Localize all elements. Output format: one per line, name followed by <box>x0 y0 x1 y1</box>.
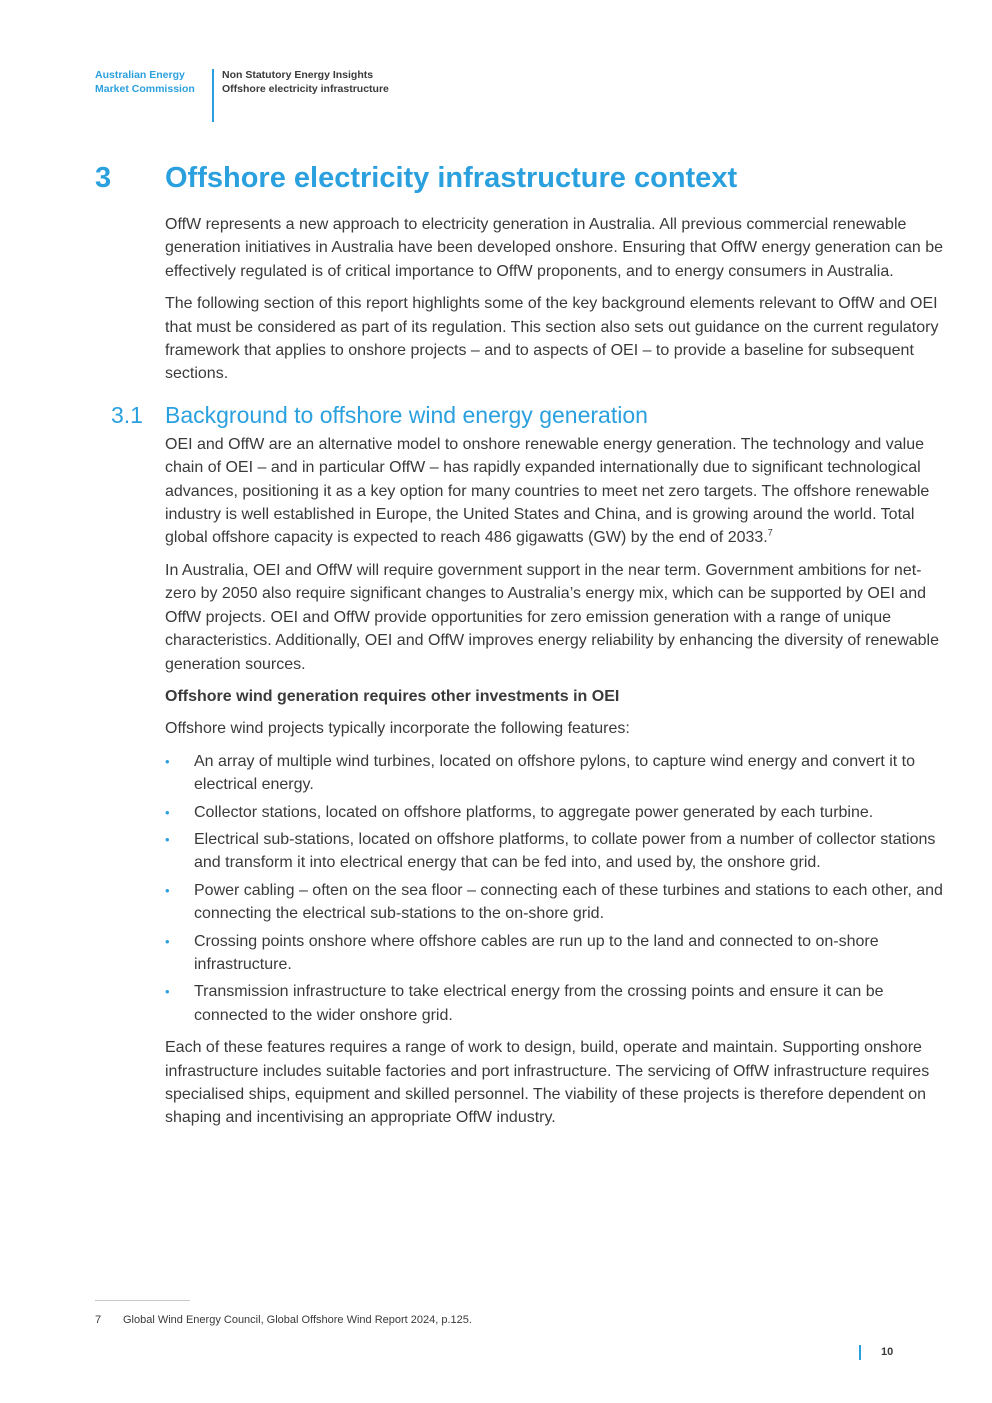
list-item <box>165 750 945 797</box>
footnote-reference[interactable]: 7 <box>767 528 773 539</box>
section-paragraph-2: The following section of this report highlights some of the key background elements relevant to OffW and OEI that must be considered as part of its regulation. This section also sets out guidance on the current regulatory framework that applies to onshore projects – and to aspects of OEI – to provide a baseline for subsequent sections. <box>165 295 939 383</box>
section-number: 3 <box>95 162 112 194</box>
section-heading <box>95 158 737 198</box>
features-intro: Offshore wind projects typically incorporate the following features: <box>165 720 630 738</box>
closing-paragraph: Each of these features requires a range of work to design, build, operate and maintain. Supporting onshore infrastructure includes suitable factories and port infrastructure. The servicing of OffW infrastructure requires specialised ships, equipment and skilled personnel. The viability of these projects is therefore dependent on shaping and incentivising an appropriate OffW industry. <box>165 1039 930 1127</box>
footnote-divider <box>95 1300 190 1301</box>
section-title: Offshore electricity infrastructure context <box>165 162 738 194</box>
page-number-divider <box>859 1345 861 1360</box>
list-item-text: Crossing points onshore where offshore cables are run up to the land and connected to on-shore infrastructure. <box>194 932 879 973</box>
list-item-text: Electrical sub-stations, located on offshore platforms, to collate power from a number of collector stations and transform it into electrical energy that can be fed into, and used by, the onshore grid. <box>194 830 936 872</box>
list-item-text: Power cabling – often on the sea floor – connecting each of these turbines and stations to each other, and connecting the electrical sub-stations to the on-shore grid. <box>194 881 943 923</box>
subsection-title: Background to offshore wind energy generation <box>165 401 648 428</box>
organization-name-line-2: Market Commission <box>95 83 195 95</box>
bullet-icon: • <box>165 831 170 847</box>
subsection-paragraph-1-text: OEI and OffW are an alternative model to onshore renewable energy generation. The technology and value chain of OEI – and in particular OffW – has rapidly expanded internationally due to significant technological advances, positioning it as a key option for many countries to meet net zero targets. The offshore renewable industry is well established in Europe, the United States and China, and is growing around the world. Total global offshore capacity is expected to reach 486 gigawatts (GW) by the end of 2033. <box>165 435 930 547</box>
features-list <box>165 750 945 1027</box>
header-divider <box>212 69 214 122</box>
subsection-heading <box>111 400 945 430</box>
bullet-icon: • <box>165 933 170 949</box>
organization-name <box>95 68 195 96</box>
main-content <box>111 213 945 1139</box>
list-item-text: An array of multiple wind turbines, located on offshore pylons, to capture wind energy and convert it to electrical energy. <box>194 752 915 794</box>
list-item <box>165 980 945 1027</box>
organization-name-line-1: Australian Energy <box>95 69 185 81</box>
footnote-number: 7 <box>95 1314 102 1326</box>
footnote-text: Global Wind Energy Council, Global Offshore Wind Report 2024, p.125. <box>123 1314 472 1326</box>
document-title <box>222 68 389 96</box>
bullet-icon: • <box>165 882 170 898</box>
bullet-icon: • <box>165 753 170 769</box>
list-item <box>165 930 945 977</box>
document-title-line-1: Non Statutory Energy Insights <box>222 69 374 81</box>
footnote <box>95 1313 472 1327</box>
list-item <box>165 879 945 926</box>
list-item-text: Transmission infrastructure to take electrical energy from the crossing points and ensure it can be connected to the wider onshore grid. <box>194 983 884 1024</box>
subsection-paragraph-2: In Australia, OEI and OffW will require government support in the near term. Government ambitions for net-zero by 2050 also require significant changes to Australia’s energy mix, which can be supported by OEI and OffW projects. OEI and OffW provide opportunities for zero emission generation with a range of unique characteristics. Additionally, OEI and OffW improves energy reliability by enhancing the diversity of renewable generation sources. <box>165 561 939 673</box>
bullet-icon: • <box>165 984 170 1000</box>
subsection-paragraph-1 <box>165 433 945 550</box>
section-paragraph-1: OffW represents a new approach to electricity generation in Australia. All previous commercial renewable generation initiatives in Australia have been developed onshore. Ensuring that OffW energy generation can be effectively regulated is of critical importance to OffW proponents, and to energy consumers in Australia. <box>165 216 943 280</box>
list-item-text: Collector stations, located on offshore platforms, to aggregate power generated by each turbine. <box>194 803 874 821</box>
list-item <box>165 801 945 824</box>
subsection-number: 3.1 <box>111 401 143 428</box>
bullet-icon: • <box>165 804 170 820</box>
page-number: 10 <box>881 1346 894 1358</box>
bold-subheading: Offshore wind generation requires other investments in OEI <box>165 687 620 705</box>
document-title-line-2: Offshore electricity infrastructure <box>222 83 389 95</box>
list-item <box>165 828 945 875</box>
